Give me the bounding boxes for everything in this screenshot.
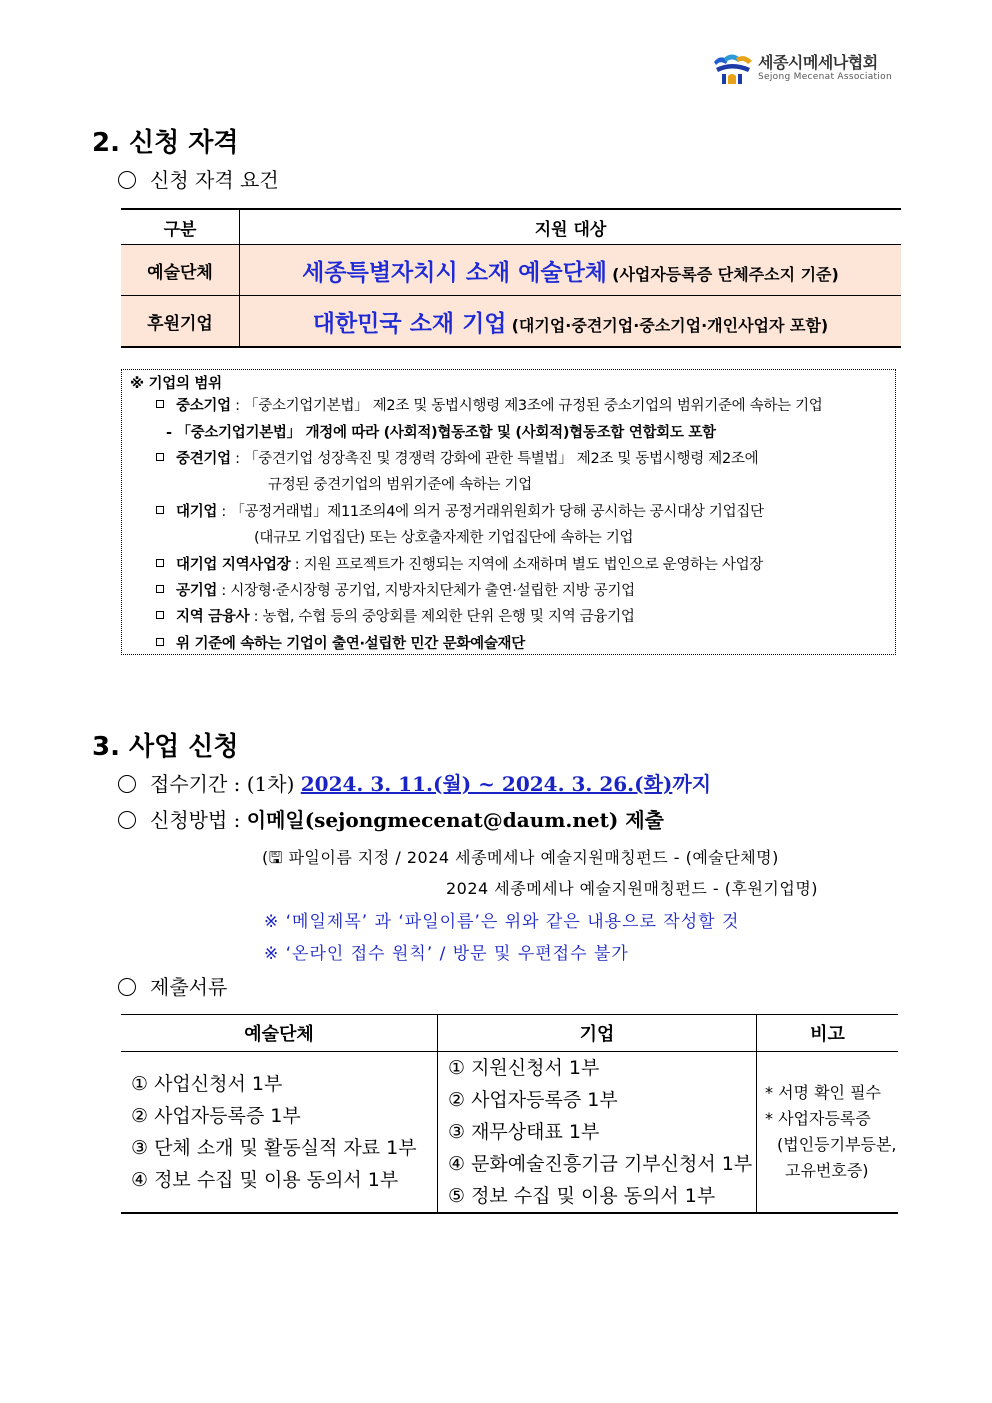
- note-item: 중소기업 : 「중소기업기본법」 제2조 및 동법시행령 제3조에 규정된 중소기업의 범위기준에 속하는 기업: [156, 394, 823, 415]
- note-item: 위 기준에 속하는 기업이 출연·설립한 민간 문화예술재단: [156, 632, 525, 653]
- row-label: 예술단체: [121, 245, 240, 296]
- row-detail: (사업자등록증 단체주소지 기준): [612, 264, 839, 284]
- docs-label: 제출서류: [150, 975, 228, 999]
- section2-subtitle: 신청 자격 요건: [150, 168, 279, 192]
- remark-item: (법인등기부등본,: [777, 1135, 897, 1154]
- table-header: 지원 대상: [240, 209, 902, 245]
- company-docs-cell: [438, 1052, 757, 1214]
- section3-title: 3. 사업 신청: [92, 732, 239, 762]
- row-main: 대한민국 소재 기업: [312, 310, 507, 337]
- square-bullet-icon: [156, 559, 164, 567]
- association-logo: [712, 50, 902, 90]
- method-label: 신청방법 :: [150, 808, 241, 832]
- list-item: ② 사업자등록증 1부: [448, 1089, 618, 1111]
- list-item: ② 사업자등록증 1부: [131, 1105, 301, 1127]
- filename-rule-1: (🖫 파일이름 지정 / 2024 세종메세나 예술지원매칭펀드 - (예술단체명): [262, 848, 779, 867]
- docs-line: [118, 971, 227, 1000]
- company-scope-note: [121, 369, 896, 655]
- art-docs-cell: [121, 1052, 438, 1214]
- circle-bullet-icon: [118, 775, 136, 793]
- square-bullet-icon: [156, 506, 164, 514]
- note-item: 지역 금융사 : 농협, 수협 등의 중앙회를 제외한 단위 은행 및 지역 금융기업: [156, 605, 635, 626]
- mecenat-logo-icon: [712, 52, 754, 86]
- list-item: ③ 단체 소개 및 활동실적 자료 1부: [131, 1137, 417, 1159]
- square-bullet-icon: [156, 400, 164, 408]
- table-header-row: [121, 209, 901, 245]
- row-label: 후원기업: [121, 296, 240, 348]
- remark-item: 고유번호증): [785, 1161, 869, 1180]
- mail-note-1: ※ ‘메일제목’ 과 ‘파일이름’은 위와 같은 내용으로 작성할 것: [264, 912, 740, 932]
- note-continuation: 규정된 중견기업의 범위기준에 속하는 기업: [268, 477, 532, 493]
- mail-note-2: ※ ‘온라인 접수 원칙’ / 방문 및 우편접수 불가: [264, 944, 629, 964]
- logo-name: 세종시메세나협회: [758, 53, 878, 72]
- table-header-row: [121, 1015, 898, 1052]
- row-main: 세종특별자치시 소재 예술단체: [302, 259, 608, 286]
- filename-rule-2: 2024 세종메세나 예술지원매칭펀드 - (후원기업명): [446, 879, 819, 898]
- period-value: 2024. 3. 11.(월) ~ 2024. 3. 26.(화): [300, 772, 673, 796]
- logo-subtitle: Sejong Mecenat Association: [758, 72, 892, 82]
- circle-bullet-icon: [118, 811, 136, 829]
- remark-item: * 서명 확인 필수: [765, 1083, 881, 1102]
- note-item: 대기업 : 「공정거래법」제11조의4에 의거 공정거래위원회가 당해 공시하는 공시대상 기업집단: [156, 500, 764, 521]
- table-header: 기업: [438, 1015, 757, 1052]
- note-title: ※ 기업의 범위: [130, 376, 222, 392]
- period-suffix: 까지: [672, 772, 712, 796]
- table-header: 구분: [121, 209, 240, 245]
- list-item: ④ 문화예술진흥기금 기부신청서 1부: [448, 1153, 753, 1175]
- table-row: [121, 245, 901, 296]
- note-item: 대기업 지역사업장 : 지원 프로젝트가 진행되는 지역에 소재하며 별도 법인으로 운영하는 사업장: [156, 553, 763, 574]
- square-bullet-icon: [156, 453, 164, 461]
- method-value: 이메일(sejongmecenat@daum.net) 제출: [246, 808, 664, 832]
- row-detail: (대기업·중견기업·중소기업·개인사업자 포함): [511, 315, 829, 335]
- table-header: 비고: [757, 1015, 899, 1052]
- period-label: 접수기간 : (1차): [150, 772, 295, 796]
- table-header: 예술단체: [121, 1015, 438, 1052]
- documents-table: [121, 1014, 898, 1214]
- remark-item: * 사업자등록증: [765, 1109, 871, 1128]
- note-subitem: - 「중소기업기본법」 개정에 따라 (사회적)협동조합 및 (사회적)협동조합 연합회도 포함: [166, 425, 716, 441]
- square-bullet-icon: [156, 638, 164, 646]
- square-bullet-icon: [156, 611, 164, 619]
- table-row: [121, 296, 901, 348]
- list-item: ① 사업신청서 1부: [131, 1073, 283, 1095]
- remarks-cell: [757, 1052, 899, 1214]
- section2-subtitle-line: [118, 164, 279, 193]
- row-content: [240, 296, 902, 348]
- method-line: [118, 804, 664, 833]
- period-line: [118, 768, 711, 797]
- eligibility-table: [121, 208, 901, 348]
- circle-bullet-icon: [118, 171, 136, 189]
- list-item: ④ 정보 수집 및 이용 동의서 1부: [131, 1169, 399, 1191]
- note-continuation: (대규모 기업집단) 또는 상호출자제한 기업집단에 속하는 기업: [254, 530, 634, 546]
- list-item: ⑤ 정보 수집 및 이용 동의서 1부: [448, 1185, 716, 1207]
- circle-bullet-icon: [118, 978, 136, 996]
- list-item: ③ 재무상태표 1부: [448, 1121, 600, 1143]
- note-item: 공기업 : 시장형·준시장형 공기업, 지방자치단체가 출연·설립한 지방 공기업: [156, 579, 635, 600]
- section2-title: 2. 신청 자격: [92, 128, 239, 158]
- note-item: 중견기업 : 「중견기업 성장촉진 및 경쟁력 강화에 관한 특별법」 제2조 및 동법시행령 제2조에: [156, 447, 758, 468]
- row-content: [240, 245, 902, 296]
- table-row: [121, 1052, 898, 1214]
- list-item: ① 지원신청서 1부: [448, 1057, 600, 1079]
- square-bullet-icon: [156, 585, 164, 593]
